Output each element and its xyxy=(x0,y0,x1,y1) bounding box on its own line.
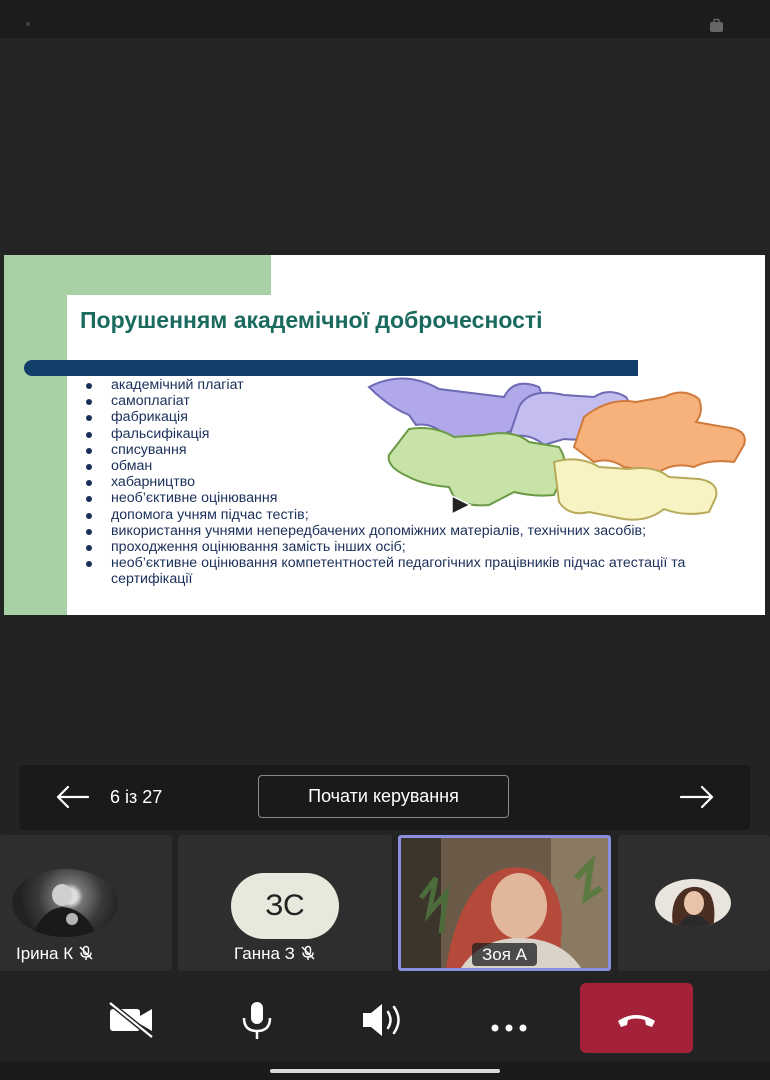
call-controls-bar xyxy=(0,975,770,1061)
list-item: необ’єктивне оцінювання xyxy=(86,490,726,506)
microphone-toggle-button[interactable] xyxy=(222,985,292,1053)
participant-name-text: Зоя А xyxy=(472,943,537,966)
participant-tile[interactable] xyxy=(618,835,770,971)
home-indicator-pill[interactable] xyxy=(270,1069,500,1073)
camera-toggle-button[interactable] xyxy=(96,985,166,1053)
list-item: необ’єктивне оцінювання компетентностей педагогічних працівників підчас атестації та сертифікації xyxy=(86,555,726,587)
slide-green-bar xyxy=(4,255,67,615)
list-item: академічний плагіат xyxy=(86,377,726,393)
participant-tile[interactable] xyxy=(178,835,392,971)
more-icon xyxy=(474,985,544,1053)
participant-name xyxy=(16,944,94,964)
mic-muted-icon xyxy=(300,945,316,961)
participant-name xyxy=(234,944,316,964)
speaker-button[interactable] xyxy=(348,985,418,1053)
participant-name-text: Ганна З xyxy=(234,944,295,963)
avatar xyxy=(655,879,731,927)
avatar xyxy=(12,869,118,937)
slide-bullet-list xyxy=(86,377,726,588)
camera-dot xyxy=(26,22,30,26)
slide-title: Порушенням академічної доброчесності xyxy=(80,307,543,333)
slide-green-tab xyxy=(4,255,271,295)
next-slide-arrow-icon[interactable] xyxy=(679,785,715,809)
hang-up-button[interactable] xyxy=(580,983,693,1053)
list-item: самоплагіат xyxy=(86,393,726,409)
more-options-button[interactable] xyxy=(474,985,544,1053)
briefcase-icon xyxy=(709,18,724,33)
participant-name-text: Ірина К xyxy=(16,944,74,963)
status-bar xyxy=(0,0,770,38)
list-item: проходження оцінювання замість інших осіб; xyxy=(86,539,726,555)
list-item: списування xyxy=(86,442,726,458)
list-item: допомога учням підчас тестів; xyxy=(86,507,726,523)
home-indicator xyxy=(0,1061,770,1080)
participant-tile-active-speaker[interactable] xyxy=(398,835,611,971)
take-control-button[interactable]: Почати керування xyxy=(258,775,509,818)
list-item: хабарництво xyxy=(86,474,726,490)
list-item: фабрикація xyxy=(86,409,726,425)
shared-slide xyxy=(4,255,765,615)
participant-name xyxy=(401,945,608,965)
shared-content-area-bottom xyxy=(0,615,770,765)
slide-page-indicator: 6 із 27 xyxy=(110,787,163,807)
avatar-initials: ЗС xyxy=(231,873,339,939)
microphone-icon xyxy=(222,985,292,1053)
list-item: обман xyxy=(86,458,726,474)
pointer-cursor-icon xyxy=(450,495,472,515)
participant-tile[interactable] xyxy=(0,835,172,971)
list-item: фальсифікація xyxy=(86,426,726,442)
list-item: використання учнями непередбачених допоміжних матеріалів, технічних засобів; xyxy=(86,523,726,539)
shared-content-area-top xyxy=(0,38,770,250)
previous-slide-arrow-icon[interactable] xyxy=(55,785,89,809)
mic-muted-icon xyxy=(78,945,94,961)
presenter-control-bar xyxy=(19,765,750,830)
video-off-icon xyxy=(96,985,166,1053)
speaker-icon xyxy=(348,985,418,1053)
hang-up-icon xyxy=(580,983,693,1053)
